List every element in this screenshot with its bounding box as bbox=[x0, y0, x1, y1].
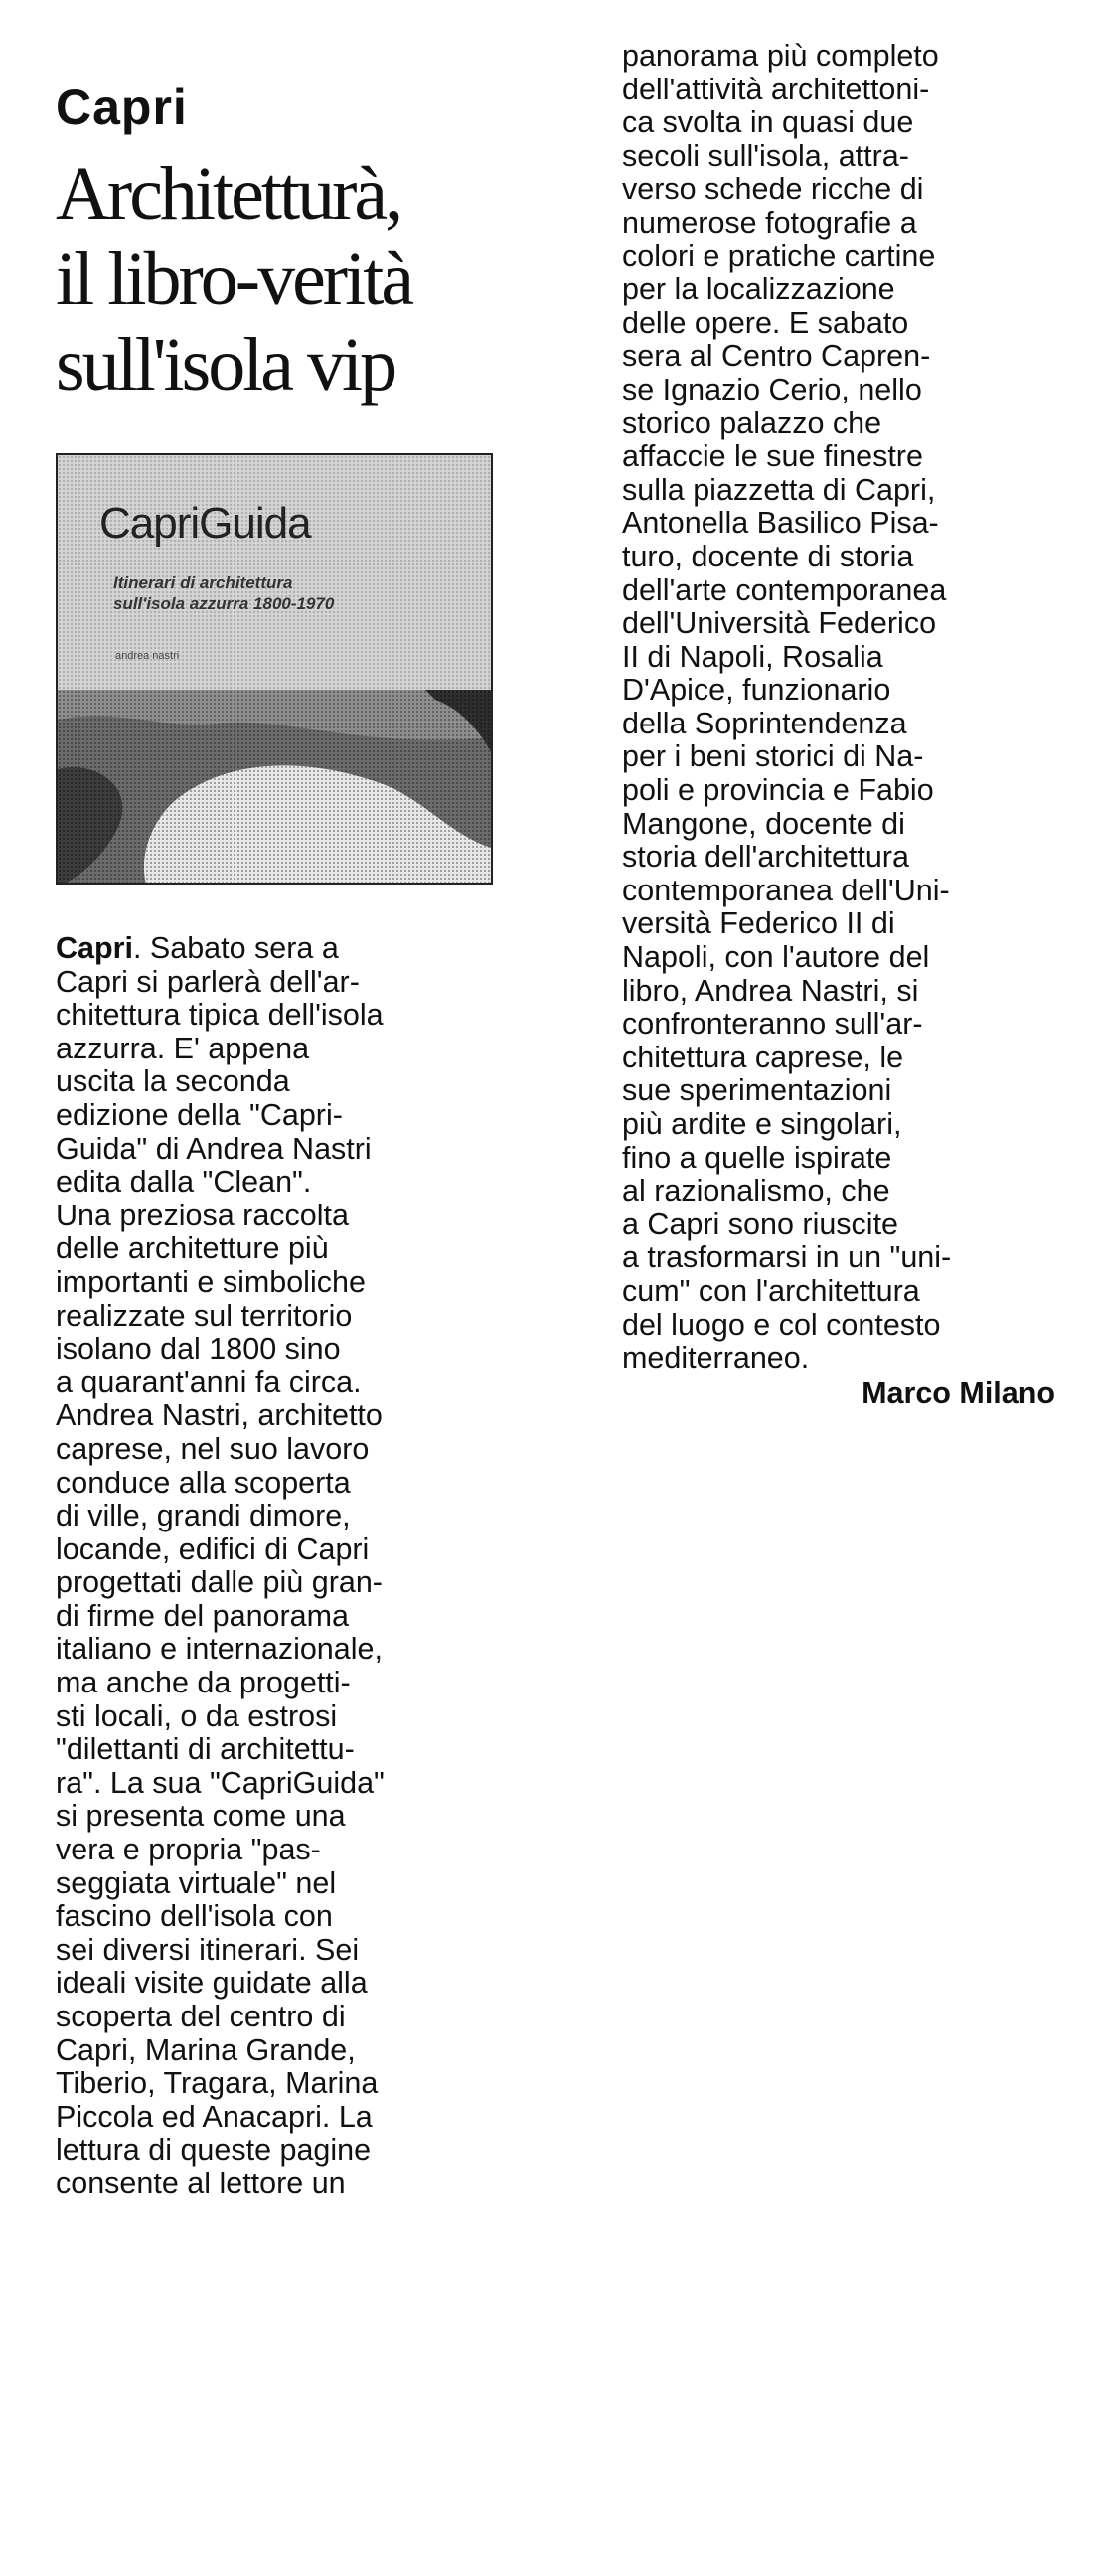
article-body-left-text: . Sabato sera a Capri si parlerà dell'ar- chitettura tipica dell'isola azzurra. E' appena uscita la seconda edizione della "Capri- Guida" di Andrea Nastri edita dalla "Clean". Una preziosa raccolta delle architetture più importanti e simboliche realizzate sul territorio isolano dal 1800 sino a quarant'anni fa circa. Andrea Nastri, architetto caprese, nel suo lavoro conduce alla scoperta di ville, grandi dimore, locande, edifici di Capri progettati dalle più gran- di firme del panorama italiano e internazionale, ma anche da progetti- sti locali, o da estrosi "dilettanti di architettu- ra". La sua "CapriGuida" si presenta come una vera e propria "pas- seggiata virtuale" nel fascino dell'isola con sei diversi itinerari. Sei ideali visite guidate alla scoperta del centro di Capri, Marina Grande, Tiberio, Tragara, Marina Piccola ed Anacapri. La lettura di queste pagine consente al lettore un bbox=[56, 931, 385, 2200]
article-body-left bbox=[56, 932, 503, 2201]
headline-text: Architetturà, il libro-verità sull'isola vip bbox=[56, 152, 412, 406]
article-body-right: panorama più completo dell'attività architettoni- ca svolta in quasi due secoli sull'isola, attra- verso schede ricche di numerose fotografie a colori e pratiche cartine per la localizzazione delle opere. E sabato sera al Centro Capren- se Ignazio Cerio, nello storico palazzo che affaccie le sue finestre sulla piazzetta di Capri, Antonella Basilico Pisa- turo, docente di storia dell'arte contemporanea dell'Università Federico II di Napoli, Rosalia D'Apice, funzionario della Soprintendenza per i beni storici di Na- poli e provincia e Fabio Mangone, docente di storia dell'architettura contemporanea dell'Uni- versità Federico II di Napoli, con l'autore del libro, Andrea Nastri, si confronteranno sull'ar- chitettura caprese, le sue sperimentazioni più ardite e singolari, fino a quelle ispirate al razionalismo, che a Capri sono riuscite a trasformarsi in un "uni- cum" con l'architettura del luogo e col contesto mediterraneo. bbox=[622, 39, 952, 1375]
left-column bbox=[56, 60, 503, 2201]
headline bbox=[56, 151, 503, 407]
author-signature: Marco Milano bbox=[862, 1375, 1055, 1410]
book-cover-subtitle: Itinerari di architettura sull'isola azzurra 1800-1970 bbox=[113, 573, 335, 613]
book-cover-image bbox=[56, 453, 493, 885]
article-lead: Capri bbox=[56, 931, 133, 965]
right-column bbox=[622, 40, 1069, 1410]
coastline-photo bbox=[58, 690, 493, 885]
book-cover-title: CapriGuida bbox=[99, 499, 311, 548]
book-cover-author: andrea nastri bbox=[115, 650, 180, 662]
kicker: Capri bbox=[56, 80, 188, 135]
